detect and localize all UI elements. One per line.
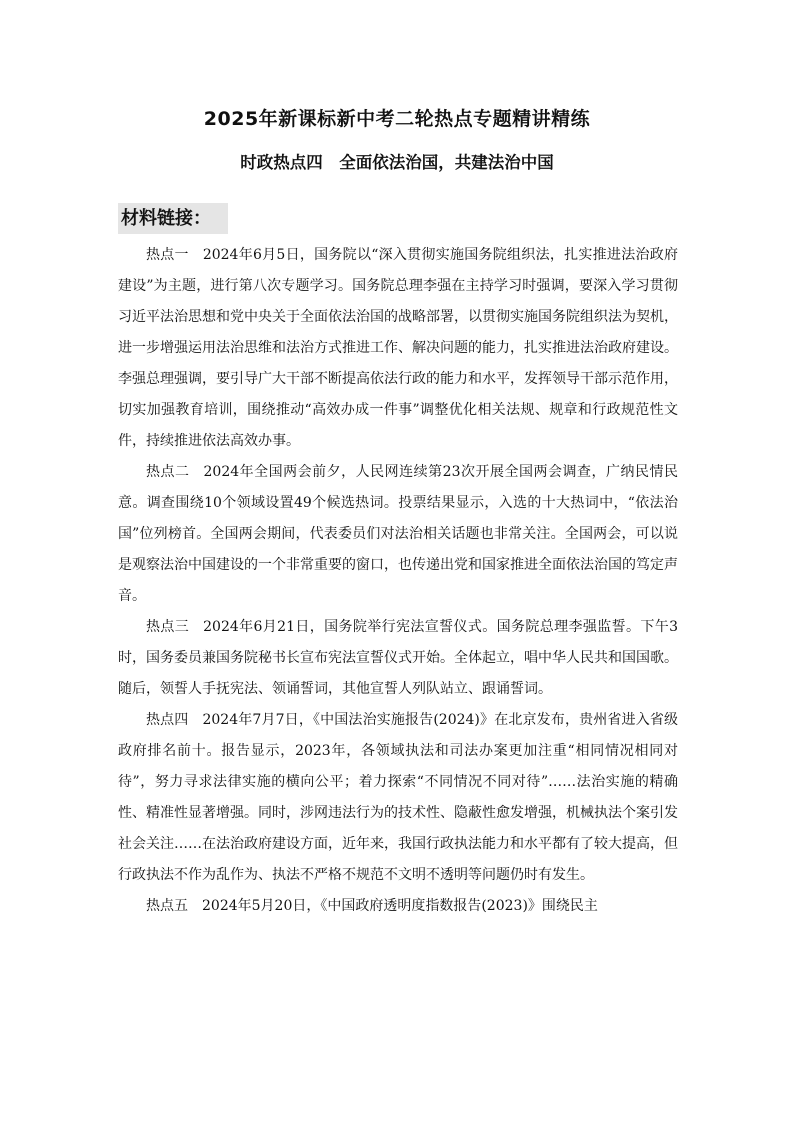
hotspot-text: 2024年7月7日，《中国法治实施报告(2024)》在北京发布，贵州省进入省级政府排名前十。报告显示，2023年，各领域执法和司法办案更加注重“相同情况相同对待”，努力寻求法律实施的横向公平；着力探索“不同情况不同对待”……法治实施的精确性、精准性显著增强。同时，涉网违法行为的技术性、隐蔽性愈发增强，机械执法个案引发社会关注……在法治政府建设方面，近年来，我国行政执法能力和水平都有了较大提高，但行政执法不作为乱作为、执法不严格不规范不文明不透明等问题仍时有发生。 [118,712,679,883]
hotspot-text: 2024年5月20日，《中国政府透明度指数报告(2023)》围绕民主 [202,898,598,914]
hotspot-paragraph-3 [118,612,678,705]
section-heading: 材料链接： [118,203,228,234]
hotspot-text: 2024年6月5日，国务院以“深入贯彻实施国务院组织法，扎实推进法治政府建设”为主题，进行第八次专题学习。国务院总理李强在主持学习时强调，要深入学习贯彻习近平法治思想和党中央关于全面依法治国的战略部署，以贯彻实施国务院组织法为契机，进一步增强运用法治思维和法治方式推进工作、解决问题的能力，扎实推进法治政府建设。李强总理强调，要引导广大干部不断提高依法行政的能力和水平，发挥领导干部示范作用，切实加强教育培训，围绕推动“高效办成一件事”调整优化相关法规、规章和行政规范性文件，持续推进依法高效办事。 [118,247,678,449]
hotspot-paragraph-4 [118,705,678,891]
hotspot-paragraph-2 [118,457,678,612]
hotspot-label: 热点五 [146,898,188,914]
hotspot-label: 热点三 [146,619,190,635]
document-subtitle: 时政热点四 全面依法治国，共建法治中国 [240,153,554,172]
hotspot-paragraph-5 [118,891,678,922]
material-body [118,240,678,922]
hotspot-paragraph-1 [118,240,678,457]
hotspot-text: 2024年全国两会前夕，人民网连续第23次开展全国两会调查，广纳民情民意。调查围绕10个领域设置49个候选热词。投票结果显示，入选的十大热词中，“依法治国”位列榜首。全国两会期间，代表委员们对法治相关话题也非常关注。全国两会，可以说是观察法治中国建设的一个非常重要的窗口，也传递出党和国家推进全面依法治国的笃定声音。 [118,464,678,604]
hotspot-label: 热点四 [146,712,189,728]
hotspot-label: 热点二 [146,464,190,480]
document-title: 2025年新课标新中考二轮热点专题精讲精练 [203,108,591,130]
hotspot-text: 2024年6月21日，国务院举行宪法宣誓仪式。国务院总理李强监誓。下午3时，国务委员兼国务院秘书长宣布宪法宣誓仪式开始。全体起立，唱中华人民共和国国歌。随后，领誓人手抚宪法、领诵誓词，其他宣誓人列队站立、跟诵誓词。 [118,619,678,697]
hotspot-label: 热点一 [146,247,189,263]
